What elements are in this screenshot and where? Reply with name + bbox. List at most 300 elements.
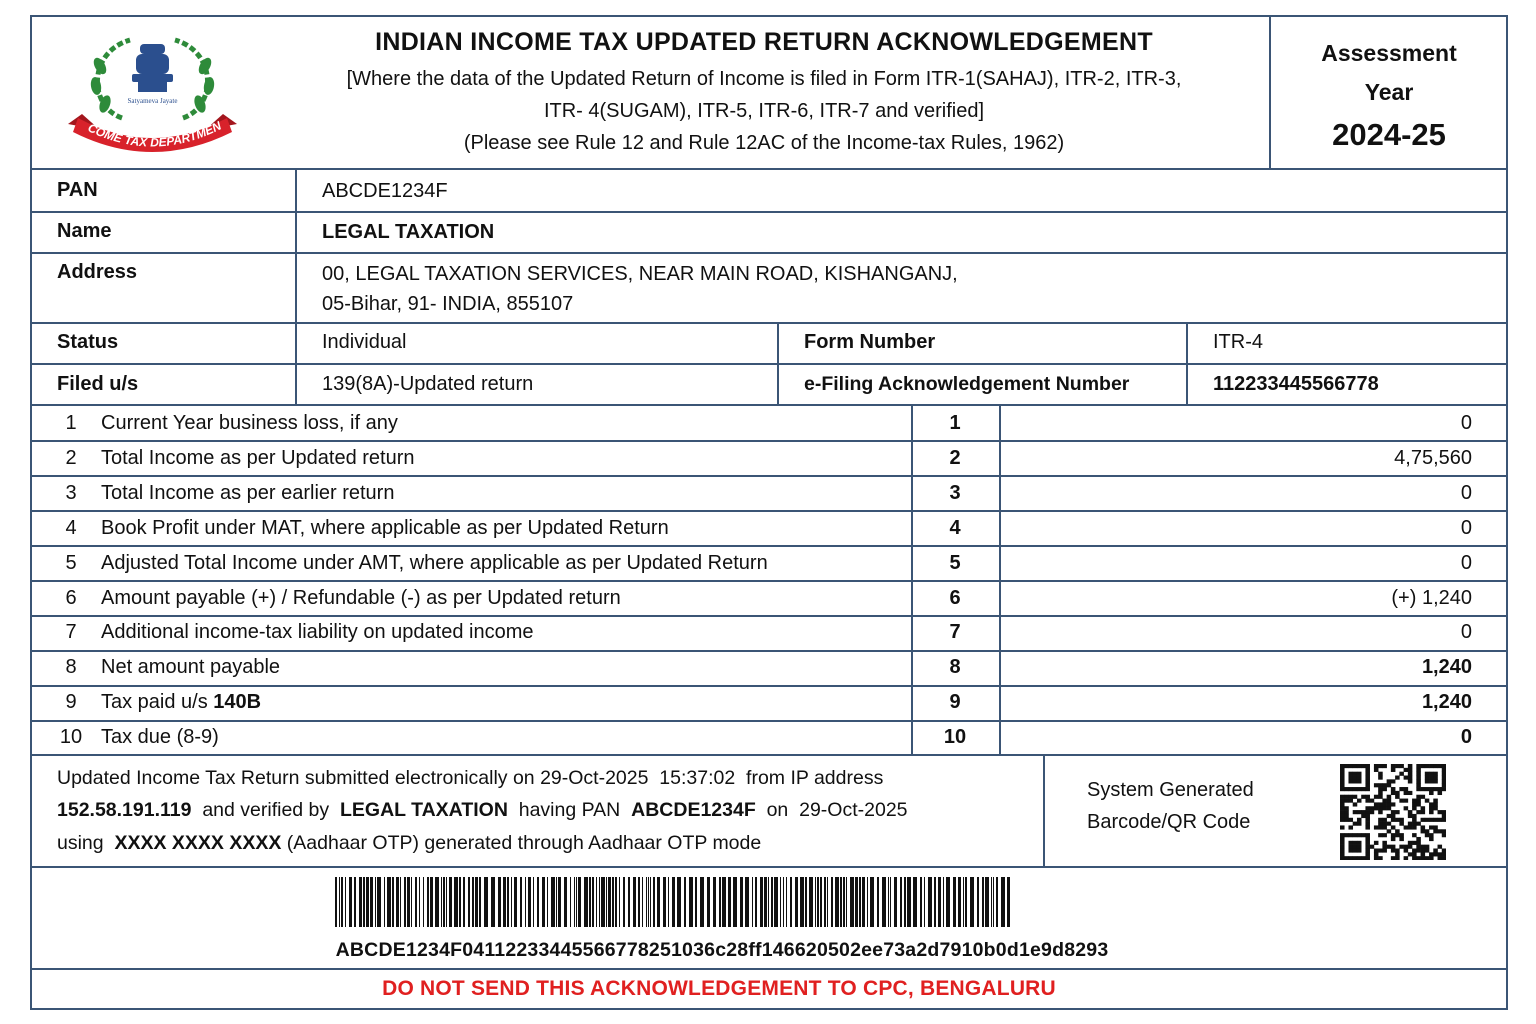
divider <box>295 168 297 404</box>
qr-module <box>1348 845 1353 849</box>
qr-module <box>1361 795 1366 799</box>
barcode-bar <box>764 877 767 927</box>
barcode-bar <box>924 877 925 927</box>
qr-module <box>1412 833 1417 837</box>
qr-module <box>1361 810 1366 814</box>
barcode-bar <box>982 877 984 927</box>
barcode-bar <box>484 877 488 927</box>
qr-module <box>1340 814 1345 818</box>
qr-module <box>1353 772 1358 776</box>
row-reference: 5 <box>949 552 961 574</box>
row-value: 1,240 <box>1421 691 1472 713</box>
row-number: 1 <box>65 412 77 434</box>
qr-module <box>1348 787 1353 791</box>
barcode-bar <box>441 877 442 927</box>
qr-module <box>1340 795 1345 799</box>
qr-module <box>1353 802 1358 806</box>
row-reference: 10 <box>943 726 967 748</box>
qr-module <box>1416 848 1421 852</box>
qr-module <box>1433 787 1438 791</box>
qr-module <box>1416 810 1421 814</box>
qr-module <box>1378 822 1383 826</box>
qr-module <box>1378 848 1383 852</box>
barcode-bar <box>774 877 778 927</box>
barcode-bar <box>606 877 607 927</box>
qr-module <box>1365 799 1370 803</box>
qr-module <box>1378 810 1383 814</box>
barcode-bar <box>740 877 743 927</box>
row-value: 0 <box>1460 412 1472 434</box>
barcode-bar <box>768 877 769 927</box>
barcode-bar <box>728 877 731 927</box>
pan-value: ABCDE1234F <box>322 180 448 202</box>
qr-module <box>1353 764 1358 768</box>
qr-module <box>1395 791 1400 795</box>
barcode-bar <box>384 877 385 927</box>
barcode-bar <box>719 877 721 927</box>
qr-module <box>1421 825 1426 829</box>
barcode-bar <box>564 877 567 927</box>
barcode-bar <box>633 877 636 927</box>
divider <box>31 866 1507 868</box>
qr-module <box>1429 837 1434 841</box>
qr-module <box>1391 779 1396 783</box>
barcode-bar <box>831 877 833 927</box>
qr-module <box>1382 833 1387 837</box>
qr-module <box>1438 818 1443 822</box>
qr-module <box>1340 852 1345 856</box>
qr-module <box>1391 818 1396 822</box>
qr-module <box>1438 845 1443 849</box>
barcode-bar <box>608 877 611 927</box>
qr-module <box>1408 852 1413 856</box>
barcode-bar <box>824 877 826 927</box>
qr-module <box>1391 848 1396 852</box>
qr-module <box>1408 841 1413 845</box>
barcode-bar <box>628 877 630 927</box>
qr-module <box>1425 845 1430 849</box>
qr-module <box>1353 845 1358 849</box>
qr-module <box>1353 795 1358 799</box>
qr-module <box>1391 856 1396 860</box>
qr-module <box>1421 810 1426 814</box>
barcode-bar <box>653 877 655 927</box>
barcode-bar <box>427 877 429 927</box>
barcode-bar <box>760 877 763 927</box>
barcode <box>335 877 1015 927</box>
qr-module <box>1429 833 1434 837</box>
qr-module <box>1416 841 1421 845</box>
barcode-bar <box>965 877 967 927</box>
qr-module <box>1378 795 1383 799</box>
barcode-bar <box>985 877 989 927</box>
qr-module <box>1340 783 1345 787</box>
barcode-bar <box>366 877 369 927</box>
qr-module <box>1365 825 1370 829</box>
qr-module <box>1374 783 1379 787</box>
qr-module <box>1340 787 1345 791</box>
qr-module <box>1365 841 1370 845</box>
qr-module <box>1395 818 1400 822</box>
barcode-bar <box>551 877 555 927</box>
barcode-bar <box>430 877 433 927</box>
barcode-bar <box>528 877 531 927</box>
qr-module <box>1421 787 1426 791</box>
qr-module <box>1421 848 1426 852</box>
qr-module <box>1421 764 1426 768</box>
qr-module <box>1421 795 1426 799</box>
qr-module <box>1378 783 1383 787</box>
qr-module <box>1416 783 1421 787</box>
qr-module <box>1416 822 1421 826</box>
qr-module <box>1442 848 1446 852</box>
qr-module <box>1408 791 1413 795</box>
assessment-year-value: 2024-25 <box>1332 117 1446 152</box>
barcode-bar <box>850 877 854 927</box>
qr-module <box>1357 776 1362 780</box>
ack-number-value: 112233445566778 <box>1213 373 1379 395</box>
barcode-bar <box>646 877 647 927</box>
qr-module <box>1442 779 1446 783</box>
verification-line-3 <box>57 827 761 859</box>
barcode-bar <box>695 877 697 927</box>
qr-module <box>1442 814 1446 818</box>
divider <box>999 404 1001 754</box>
qr-module <box>1344 814 1349 818</box>
qr-module <box>1438 787 1443 791</box>
barcode-bar <box>533 877 534 927</box>
qr-module <box>1374 806 1379 810</box>
row-reference: 1 <box>949 412 961 434</box>
qr-module <box>1412 806 1417 810</box>
barcode-bar <box>404 877 406 927</box>
qr-module <box>1408 822 1413 826</box>
qr-module <box>1425 764 1430 768</box>
qr-module <box>1416 795 1421 799</box>
qr-module <box>1374 802 1379 806</box>
qr-module <box>1348 795 1353 799</box>
barcode-bar <box>491 877 495 927</box>
row-description <box>101 691 261 714</box>
barcode-bar <box>977 877 979 927</box>
qr-module <box>1429 779 1434 783</box>
barcode-bar <box>862 877 865 927</box>
divider <box>31 168 1507 170</box>
qr-module <box>1408 764 1413 768</box>
qr-module <box>1382 787 1387 791</box>
qr-module <box>1399 818 1404 822</box>
barcode-bar <box>354 877 356 927</box>
barcode-bar <box>435 877 439 927</box>
barcode-bar <box>817 877 819 927</box>
qr-module <box>1412 799 1417 803</box>
qr-module <box>1416 772 1421 776</box>
divider <box>31 510 1507 512</box>
qr-module <box>1416 856 1421 860</box>
qr-module <box>1348 779 1353 783</box>
barcode-bar <box>1001 877 1005 927</box>
qr-module <box>1382 806 1387 810</box>
qr-module <box>1395 829 1400 833</box>
qr-module <box>1429 776 1434 780</box>
qr-module <box>1348 799 1353 803</box>
qr-module <box>1357 856 1362 860</box>
qr-module <box>1382 818 1387 822</box>
verification-text: using <box>57 832 115 854</box>
qr-module <box>1438 856 1443 860</box>
status-value: Individual <box>322 331 407 353</box>
qr-module <box>1433 779 1438 783</box>
qr-module <box>1416 787 1421 791</box>
row-value: 0 <box>1460 482 1472 504</box>
qr-module <box>1340 764 1345 768</box>
qr-module <box>1408 772 1413 776</box>
qr-module <box>1357 779 1362 783</box>
qr-module <box>1357 833 1362 837</box>
qr-module <box>1340 810 1345 814</box>
qr-module <box>1395 852 1400 856</box>
qr-module <box>1370 810 1375 814</box>
qr-module <box>1374 825 1379 829</box>
qr-label-1: System Generated <box>1087 779 1254 801</box>
qr-module <box>1399 772 1404 776</box>
barcode-bar <box>946 877 950 927</box>
qr-module <box>1382 764 1387 768</box>
qr-module <box>1357 810 1362 814</box>
qr-module <box>1365 833 1370 837</box>
verification-text: and verified by <box>191 799 340 821</box>
qr-module <box>1429 806 1434 810</box>
qr-module <box>1340 779 1345 783</box>
qr-module <box>1374 795 1379 799</box>
qr-module <box>1442 768 1446 772</box>
qr-module <box>1365 845 1370 849</box>
qr-module <box>1365 856 1370 860</box>
barcode-bar <box>907 877 911 927</box>
qr-module <box>1370 799 1375 803</box>
qr-module <box>1395 764 1400 768</box>
qr-module <box>1412 856 1417 860</box>
qr-module <box>1438 764 1443 768</box>
row-number: 8 <box>65 656 77 678</box>
qr-module <box>1378 818 1383 822</box>
qr-module <box>1365 787 1370 791</box>
barcode-bar <box>511 877 512 927</box>
qr-module <box>1357 822 1362 826</box>
qr-module <box>1361 856 1366 860</box>
qr-module <box>1387 845 1392 849</box>
qr-module <box>1344 764 1349 768</box>
qr-module <box>1340 856 1345 860</box>
barcode-bar <box>574 877 575 927</box>
qr-module <box>1353 856 1358 860</box>
qr-module <box>1404 806 1409 810</box>
qr-module <box>1378 772 1383 776</box>
qr-module <box>1357 772 1362 776</box>
qr-module <box>1365 764 1370 768</box>
qr-module <box>1361 814 1366 818</box>
qr-module <box>1412 852 1417 856</box>
qr-module <box>1399 833 1404 837</box>
row-description: Tax due (8-9) <box>101 726 219 748</box>
qr-module <box>1442 829 1446 833</box>
divider <box>31 475 1507 477</box>
qr-module <box>1365 772 1370 776</box>
qr-module <box>1416 768 1421 772</box>
qr-module <box>1344 833 1349 837</box>
barcode-bar <box>576 877 577 927</box>
barcode-bar <box>855 877 858 927</box>
barcode-bar <box>700 877 704 927</box>
barcode-bar <box>894 877 897 927</box>
qr-module <box>1382 841 1387 845</box>
barcode-bar <box>615 877 617 927</box>
barcode-bar <box>411 877 412 927</box>
barcode-bar <box>1007 877 1010 927</box>
department-logo <box>60 26 245 154</box>
barcode-bar <box>472 877 474 927</box>
barcode-bar <box>870 877 874 927</box>
divider <box>777 322 779 404</box>
qr-module <box>1340 825 1345 829</box>
qr-module <box>1421 856 1426 860</box>
header-subtitle-3: (Please see Rule 12 and Rule 12AC of the Income-tax Rules, 1962) <box>463 132 1065 154</box>
qr-module <box>1370 806 1375 810</box>
barcode-bar <box>843 877 845 927</box>
assessment-year-label-1: Assessment <box>1321 40 1457 66</box>
row-description: Amount payable (+) / Refundable (-) as per Updated return <box>101 587 621 609</box>
row-reference: 3 <box>949 482 961 504</box>
barcode-bar <box>846 877 847 927</box>
qr-module <box>1395 833 1400 837</box>
barcode-bar <box>800 877 804 927</box>
qr-module <box>1433 806 1438 810</box>
qr-module <box>1416 799 1421 803</box>
qr-module <box>1353 848 1358 852</box>
barcode-bar <box>619 877 620 927</box>
qr-module <box>1344 787 1349 791</box>
row-reference: 7 <box>949 621 961 643</box>
qr-module <box>1340 799 1345 803</box>
qr-module <box>1442 818 1446 822</box>
name-label: Name <box>57 220 112 242</box>
qr-module <box>1340 841 1345 845</box>
qr-module <box>1353 833 1358 837</box>
qr-module <box>1365 783 1370 787</box>
qr-module <box>1348 818 1353 822</box>
barcode-bar <box>446 877 447 927</box>
row-reference: 9 <box>949 691 961 713</box>
barcode-bar <box>993 877 994 927</box>
qr-module <box>1412 848 1417 852</box>
barcode-bar <box>503 877 506 927</box>
row-reference: 2 <box>949 447 961 469</box>
qr-module <box>1391 845 1396 849</box>
row-description-text: Tax paid u/s <box>101 691 214 713</box>
qr-module <box>1404 799 1409 803</box>
barcode-bar <box>657 877 660 927</box>
qr-module <box>1387 783 1392 787</box>
barcode-bar <box>335 877 337 927</box>
barcode-bar <box>375 877 376 927</box>
qr-module <box>1416 837 1421 841</box>
divider <box>31 650 1507 652</box>
row-number: 2 <box>65 447 77 469</box>
qr-module <box>1425 787 1430 791</box>
barcode-bar <box>612 877 614 927</box>
qr-module <box>1425 818 1430 822</box>
qr-module <box>1340 802 1345 806</box>
qr-module <box>1357 845 1362 849</box>
qr-module <box>1361 787 1366 791</box>
qr-module <box>1425 772 1430 776</box>
barcode-bar <box>786 877 787 927</box>
qr-module <box>1382 802 1387 806</box>
barcode-bar <box>363 877 365 927</box>
row-description: Book Profit under MAT, where applicable as per Updated Return <box>101 517 669 539</box>
row-number: 7 <box>65 621 77 643</box>
qr-module <box>1340 848 1345 852</box>
qr-module <box>1395 795 1400 799</box>
qr-module <box>1361 833 1366 837</box>
qr-code <box>1340 764 1446 860</box>
qr-module <box>1353 779 1358 783</box>
barcode-bar <box>498 877 501 927</box>
barcode-bar <box>928 877 932 927</box>
barcode-bar <box>840 877 842 927</box>
barcode-bar <box>479 877 481 927</box>
barcode-bar <box>953 877 956 927</box>
qr-module <box>1429 772 1434 776</box>
qr-module <box>1399 837 1404 841</box>
barcode-bar <box>558 877 561 927</box>
qr-module <box>1365 776 1370 780</box>
qr-module <box>1391 768 1396 772</box>
qr-module <box>1365 848 1370 852</box>
qr-module <box>1429 764 1434 768</box>
qr-module <box>1378 802 1383 806</box>
barcode-bar <box>589 877 591 927</box>
barcode-bar <box>387 877 391 927</box>
qr-module <box>1433 772 1438 776</box>
barcode-bar <box>707 877 710 927</box>
barcode-bar <box>596 877 597 927</box>
qr-module <box>1357 841 1362 845</box>
barcode-bar <box>525 877 526 927</box>
barcode-bar <box>668 877 669 927</box>
divider <box>31 685 1507 687</box>
qr-module <box>1365 818 1370 822</box>
filed-us-label: Filed u/s <box>57 373 139 395</box>
address-line-1: 00, LEGAL TAXATION SERVICES, NEAR MAIN ROAD, KISHANGANJ, <box>322 263 958 285</box>
divider <box>1043 754 1045 866</box>
qr-module <box>1416 779 1421 783</box>
barcode-bar <box>790 877 792 927</box>
address-label: Address <box>57 261 138 283</box>
qr-module <box>1421 845 1426 849</box>
qr-module <box>1438 810 1443 814</box>
divider <box>31 252 1507 254</box>
qr-module <box>1378 787 1383 791</box>
qr-module <box>1442 783 1446 787</box>
qr-module <box>1357 799 1362 803</box>
divider <box>31 440 1507 442</box>
logo-motto: Satyameva Jayate <box>127 97 178 105</box>
barcode-bar <box>592 877 594 927</box>
barcode-bar <box>888 877 889 927</box>
qr-module <box>1433 799 1438 803</box>
barcode-bar <box>341 877 343 927</box>
